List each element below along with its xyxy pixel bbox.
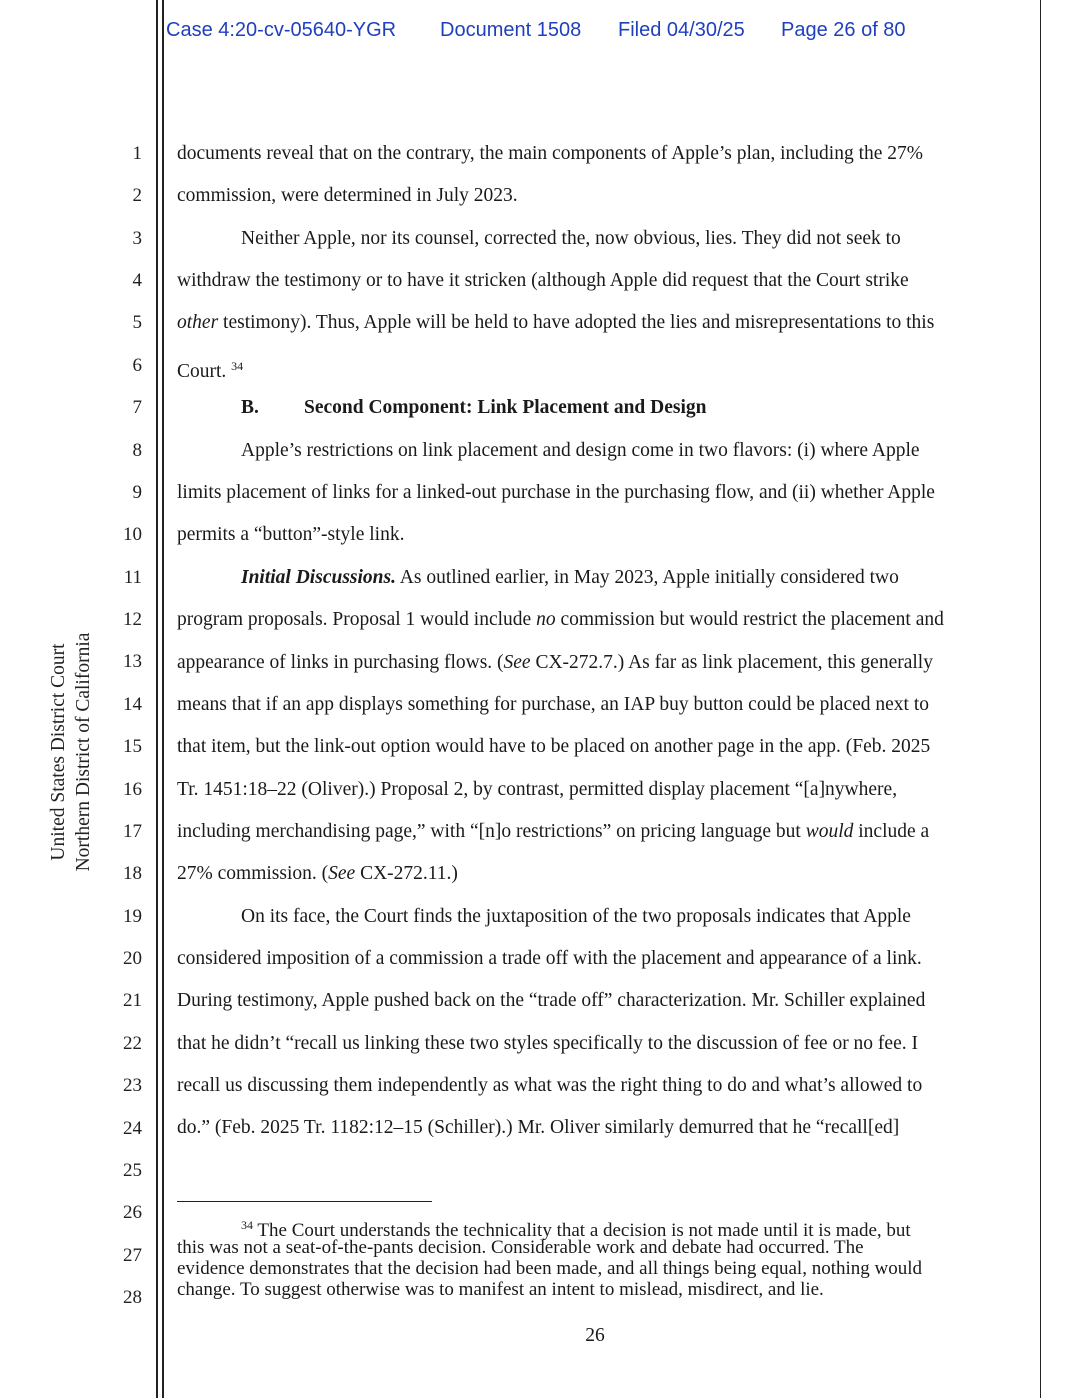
line-number: 3 <box>132 227 142 249</box>
court-district: Northern District of California <box>73 632 94 872</box>
document-number: Document 1508 <box>440 19 582 41</box>
body-text-run: Court. <box>177 361 232 382</box>
body-line: limits placement of links for a linked-out purchase in the purchasing flow, and (ii) whether Apple <box>177 482 935 503</box>
court-name: United States District Court <box>48 643 69 861</box>
body-text-run: appearance of links in purchasing flows. ( <box>177 652 504 673</box>
page-of-total: Page 26 of 80 <box>781 19 906 41</box>
line-number: 12 <box>123 609 142 631</box>
body-line: do.” (Feb. 2025 Tr. 1182:12–15 (Schiller).) Mr. Oliver similarly demurred that he “recall[ed] <box>177 1117 900 1138</box>
line-number: 14 <box>123 693 142 715</box>
emphasis: no <box>536 609 556 630</box>
line-number: 6 <box>132 354 142 376</box>
line-number: 25 <box>123 1159 142 1181</box>
body-line: Tr. 1451:18–22 (Oliver).) Proposal 2, by contrast, permitted display placement “[a]nywhere, <box>177 779 898 800</box>
line-number: 15 <box>123 736 142 758</box>
body-text-run: CX-272.7.) As far as link placement, this generally <box>530 652 933 673</box>
body-line: recall us discussing them independently as what was the right thing to do and what’s allowed to <box>177 1075 923 1096</box>
body-text-run: testimony). Thus, Apple will be held to have adopted the lies and misrepresentations to this <box>218 312 935 333</box>
line-number: 11 <box>123 566 142 588</box>
body-line <box>177 820 929 844</box>
footnote-separator <box>177 1201 432 1202</box>
footnote-text-run: The Court understands the technicality that a decision is not made until it is made, but <box>253 1220 911 1241</box>
page-number: 26 <box>585 1325 605 1346</box>
body-line <box>177 608 944 632</box>
body-line: documents reveal that on the contrary, the main components of Apple’s plan, including the 27% <box>177 143 924 164</box>
body-line: Apple’s restrictions on link placement and design come in two flavors: (i) where Apple <box>241 440 920 461</box>
footnote-reference: 34 <box>231 359 244 373</box>
line-number: 4 <box>132 270 142 292</box>
body-text-run: include a <box>853 821 930 842</box>
section-heading: Second Component: Link Placement and Design <box>304 397 707 418</box>
line-number: 16 <box>123 778 142 800</box>
line-number: 19 <box>123 905 142 927</box>
line-number: 20 <box>123 948 142 970</box>
footnote-line: change. To suggest otherwise was to manifest an intent to mislead, misdirect, and lie. <box>177 1279 824 1300</box>
line-number: 28 <box>123 1286 142 1308</box>
line-number: 26 <box>123 1202 142 1224</box>
line-number: 13 <box>123 651 142 673</box>
left-margin-rule-inner <box>162 0 164 1398</box>
line-number: 27 <box>123 1244 142 1266</box>
body-line <box>177 311 934 335</box>
body-line <box>177 354 243 384</box>
filed-date: Filed 04/30/25 <box>618 19 745 41</box>
body-line <box>177 862 458 886</box>
line-number: 7 <box>132 397 142 419</box>
body-line: commission, were determined in July 2023. <box>177 185 518 206</box>
line-number: 2 <box>132 185 142 207</box>
line-number: 24 <box>123 1117 142 1139</box>
footnote-line: this was not a seat-of-the-pants decision. Considerable work and debate had occurred. The <box>177 1237 864 1258</box>
case-number: Case 4:20-cv-05640-YGR <box>166 19 397 41</box>
right-margin-rule <box>1040 0 1041 1398</box>
line-number: 5 <box>132 312 142 334</box>
body-text-run: 27% commission. ( <box>177 863 329 884</box>
body-text-run: As outlined earlier, in May 2023, Apple initially considered two <box>395 567 899 588</box>
left-margin-rule <box>156 0 158 1398</box>
body-text-run: commission but would restrict the placement and <box>555 609 944 630</box>
body-line: On its face, the Court finds the juxtaposition of the two proposals indicates that Apple <box>241 906 911 927</box>
footnote-number: 34 <box>241 1218 253 1232</box>
body-line: withdraw the testimony or to have it stricken (although Apple did request that the Court strike <box>177 270 909 291</box>
body-text-run: including merchandising page,” with “[n]o restrictions” on pricing language but <box>177 821 806 842</box>
body-line: that item, but the link-out option would have to be placed on another page in the app. (Feb. 2025 <box>177 736 931 757</box>
line-number: 8 <box>132 439 142 461</box>
body-line: considered imposition of a commission a trade off with the placement and appearance of a link. <box>177 948 922 969</box>
section-letter: B. <box>241 397 259 418</box>
body-line <box>241 566 899 590</box>
body-line: Neither Apple, nor its counsel, corrected the, now obvious, lies. They did not seek to <box>241 228 901 249</box>
line-number: 23 <box>123 1075 142 1097</box>
body-line: that he didn’t “recall us linking these two styles specifically to the discussion of fee or no fee. I <box>177 1033 918 1054</box>
emphasis: other <box>177 312 219 333</box>
line-number: 21 <box>123 990 142 1012</box>
body-line: means that if an app displays something for purchase, an IAP buy button could be placed next to <box>177 694 930 715</box>
body-text-run: program proposals. Proposal 1 would include <box>177 609 537 630</box>
line-number: 1 <box>132 143 142 164</box>
body-line: During testimony, Apple pushed back on the “trade off” characterization. Mr. Schiller explained <box>177 990 926 1011</box>
emphasis: See <box>503 652 531 673</box>
line-number: 9 <box>132 481 142 503</box>
body-line <box>177 651 933 675</box>
body-line: permits a “button”-style link. <box>177 524 405 545</box>
line-number: 22 <box>123 1032 142 1054</box>
body-text-run: CX-272.11.) <box>355 863 458 884</box>
line-number: 10 <box>123 524 142 546</box>
footnote-line: evidence demonstrates that the decision had been made, and all things being equal, nothing would <box>177 1258 923 1279</box>
line-number: 18 <box>123 863 142 885</box>
line-number: 17 <box>123 820 142 842</box>
emphasis: would <box>805 821 854 842</box>
paragraph-lead: Initial Discussions. <box>241 567 396 588</box>
emphasis: See <box>328 863 356 884</box>
